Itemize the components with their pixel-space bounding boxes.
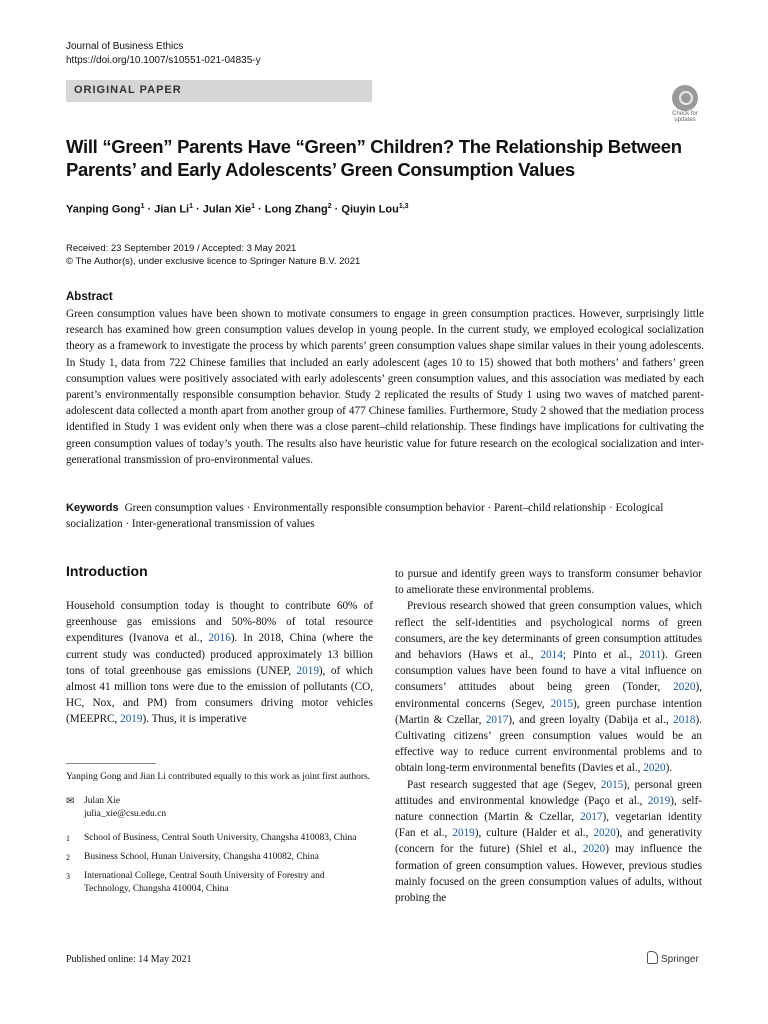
author-name[interactable]: Qiuyin Lou bbox=[341, 203, 399, 216]
body-text: ), culture (Halder et al., bbox=[474, 827, 594, 840]
body-text: ). Green consumption values have been found to have a vital influence on consumers’ attitudes about being green (Tonder, bbox=[395, 649, 702, 694]
citation-link[interactable]: 2019 bbox=[452, 827, 475, 840]
author-affiliation: 1,3 bbox=[398, 203, 409, 210]
keywords-label: Keywords bbox=[66, 502, 119, 514]
received-accepted: Received: 23 September 2019 / Accepted: 3 May 2021 bbox=[66, 243, 297, 254]
abstract-heading: Abstract bbox=[66, 291, 113, 303]
citation-link[interactable]: 2011 bbox=[639, 649, 662, 662]
right-column bbox=[395, 566, 702, 906]
keywords-text: Green consumption values · Environmentally responsible consumption behavior · Parent–child relationship · Ecological socialization · Inter-generational transmission of values bbox=[66, 502, 664, 531]
publisher-name: Springer bbox=[661, 954, 699, 965]
citation-link[interactable]: 2019 bbox=[647, 794, 671, 807]
affiliation-text: International College, Central South University of Forestry and Technology, Changsha 410004, China bbox=[84, 871, 325, 894]
body-text: ). Thus, it is imperative bbox=[142, 713, 247, 726]
check-updates-label-2: updates bbox=[674, 117, 696, 123]
body-text: ), of which almost 41 million tons were due to the emission of pollutants (CO, HC, Nox, and PM) from consumers driving motor vehicles (MEEPRC, bbox=[66, 664, 373, 726]
intro-paragraph bbox=[66, 598, 373, 728]
citation-link[interactable]: 2017 bbox=[485, 713, 509, 726]
citation-link[interactable]: 2020 bbox=[643, 762, 666, 775]
body-text: ), and green loyalty (Dabija et al., bbox=[508, 713, 674, 726]
equal-contribution-note: Yanping Gong and Jian Li contributed equally to this work as joint first authors. bbox=[66, 772, 371, 782]
published-online: Published online: 14 May 2021 bbox=[66, 954, 192, 965]
body-text: ), environmental concerns (Segev, bbox=[395, 681, 702, 710]
footnotes bbox=[66, 771, 373, 896]
section-label-bar bbox=[66, 80, 372, 102]
body-text: ), green purchase intention (Martin & Czellar, bbox=[395, 697, 702, 726]
doi-link[interactable]: https://doi.org/10.1007/s10551-021-04835-y bbox=[66, 55, 261, 66]
author-name[interactable]: Yanping Gong bbox=[66, 203, 141, 216]
left-column bbox=[66, 598, 373, 728]
citation-link[interactable]: 2015 bbox=[550, 697, 573, 710]
body-text: Previous research showed that green consumption values, which reflect the self-identities and psychological norms of green consumers, are the key determinants of green consumption attitudes and behaviors (Haws et al., bbox=[395, 600, 702, 662]
body-text: ). In 2018, China (where the current study was conducted) produced approximately 13 billion tons of total greenhouse gas emissions (UNEP, bbox=[66, 632, 373, 677]
citation-link[interactable]: 2020 bbox=[673, 681, 696, 694]
abstract-text: Green consumption values have been shown to motivate consumers to engage in green consumption practices. However, surprisingly little research has examined how green consumption values develop in young people. In the current study, we employed ecological socialization theory as a framework to investigate the process by which parents’ green consumption values shape similar values in their young adolescents. In Study 1, data from 722 Chinese families that included an early adolescent (ages 10 to 15) showed that both mothers’ and fathers’ green consumption values were positively associated with early adolescents’ green consumption values, and this association was mediated by each parent’s environmentally responsible consumption behavior. Study 2 replicated the results of Study 1 using two waves of matched parent-adolescent data collected a month apart from another group of 477 Chinese families. Furthermore, Study 2 showed that the mediation process identified in Study 1 was evident only when there was a close parent–child relationship. These findings have implications for cultivating the green consumption values of today’s youth. The results also have heuristic value for future research on the ecological socialization and inter-generational transmission of pro-environmental values. bbox=[66, 308, 704, 466]
introduction-heading: Introduction bbox=[66, 563, 148, 579]
corresponding-author bbox=[66, 795, 373, 821]
citation-link[interactable]: 2015 bbox=[600, 778, 624, 791]
author-affiliation: 1 bbox=[189, 203, 193, 210]
body-text: ). Cultivating citizens’ green consumption values would be an effective way to reduce current environmental problems and to obtain long-term environmental benefits (Davies et al., bbox=[395, 713, 702, 775]
journal-header bbox=[66, 40, 261, 68]
publisher-logo bbox=[647, 951, 699, 965]
body-text: ), vegetarian identity (Fan et al., bbox=[395, 811, 702, 840]
author-affiliation: 1 bbox=[140, 203, 145, 210]
affiliation bbox=[66, 870, 373, 896]
journal-name: Journal of Business Ethics bbox=[66, 41, 184, 52]
check-for-updates-badge[interactable] bbox=[667, 85, 703, 123]
citation-link[interactable]: 2019 bbox=[296, 664, 319, 677]
body-text: to pursue and identify green ways to transform consumer behavior to ameliorate these environmental problems. bbox=[395, 568, 702, 597]
springer-horse-icon bbox=[647, 951, 658, 964]
author-name[interactable]: Jian Li bbox=[154, 203, 190, 216]
check-updates-icon bbox=[672, 85, 698, 111]
intro-paragraph bbox=[395, 566, 702, 598]
footnote-divider bbox=[66, 763, 156, 764]
body-text: Household consumption today is thought to contribute 60% of greenhouse gas emissions and 50%-80% of total resource expenditures (Ivanova et al., bbox=[66, 600, 373, 645]
section-label: ORIGINAL PAPER bbox=[74, 84, 182, 96]
corresponding-name: Julan Xie bbox=[84, 796, 121, 806]
body-text: Past research suggested that age (Segev, bbox=[407, 778, 601, 791]
intro-paragraph bbox=[395, 598, 702, 776]
envelope-icon: ✉ bbox=[66, 796, 75, 807]
citation-link[interactable]: 2016 bbox=[208, 632, 231, 645]
citation-link[interactable]: 2014 bbox=[540, 649, 563, 662]
affiliation bbox=[66, 832, 373, 845]
affiliation-text: School of Business, Central South University, Changsha 410083, China bbox=[84, 833, 357, 843]
citation-link[interactable]: 2019 bbox=[120, 713, 143, 726]
affiliation-number: 3 bbox=[66, 872, 70, 881]
body-text: ), and generativity (concern for the future) (Shiel et al., bbox=[395, 827, 702, 856]
body-text: ), self-nature connection (Martin & Czellar, bbox=[395, 794, 702, 824]
body-text: ). bbox=[665, 762, 673, 775]
copyright-line: © The Author(s), under exclusive licence to Springer Nature B.V. 2021 bbox=[66, 256, 361, 267]
intro-paragraph bbox=[395, 777, 702, 907]
affiliation-number: 1 bbox=[66, 834, 70, 843]
check-updates-label-1: Check for bbox=[672, 111, 698, 117]
author-affiliation: 2 bbox=[327, 203, 332, 210]
citation-link[interactable]: 2020 bbox=[593, 827, 616, 840]
affiliation bbox=[66, 851, 373, 864]
citation-link[interactable]: 2018 bbox=[673, 713, 696, 726]
paper-title: Will “Green” Parents Have “Green” Children? The Relationship Between Parents’ and Early Adolescents’ Green Consumption Values bbox=[66, 136, 682, 180]
body-text: ; Pinto et al., bbox=[562, 649, 640, 662]
author-affiliation: 1 bbox=[251, 203, 255, 210]
author-list: Yanping Gong$^1$ · Jian $Li^1$ · Julan Xie$^1$ · Long Zhang$^2$ · Qiuyin Lou$^{1,3}$ bbox=[66, 203, 409, 216]
affiliation-number: 2 bbox=[66, 853, 70, 862]
affiliation-text: Business School, Hunan University, Changsha 410082, China bbox=[84, 852, 320, 862]
citation-link[interactable]: 2020 bbox=[582, 843, 606, 856]
article-dates bbox=[66, 242, 360, 268]
body-text: ) may influence the formation of green consumption values. However, previous studies mainly focused on the green consumption values of adults, without probing the bbox=[395, 843, 702, 905]
body-text: ), personal green attitudes and environmental knowledge (Paço et al., bbox=[395, 778, 702, 807]
author-name[interactable]: Long Zhang bbox=[264, 203, 328, 216]
author-name[interactable]: Julan Xie bbox=[202, 203, 252, 216]
citation-link[interactable]: 2017 bbox=[580, 811, 603, 824]
keywords-block bbox=[66, 500, 704, 532]
corresponding-email[interactable]: julia_xie@csu.edu.cn bbox=[84, 809, 167, 819]
